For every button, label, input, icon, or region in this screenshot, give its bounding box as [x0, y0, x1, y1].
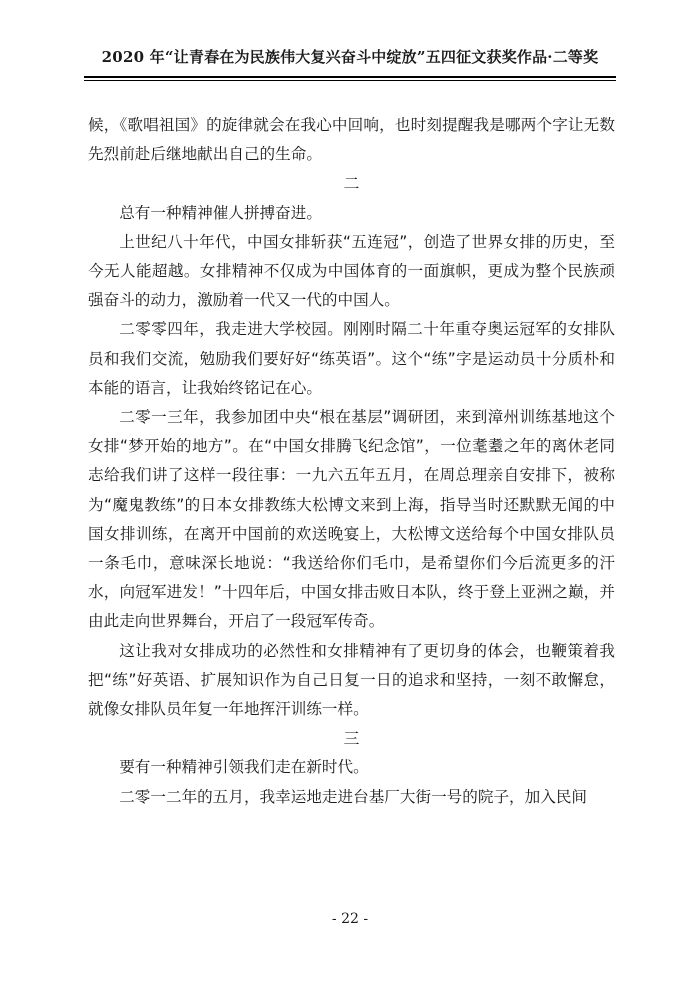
paragraph: 二零零四年，我走进大学校园。刚刚时隔二十年重夺奥运冠军的女排队员和我们交流，勉励我们要好好“练英语”。这个“练”字是运动员十分质朴和本能的语言，让我始终铭记在心。: [88, 320, 615, 397]
header-rule-thick: [84, 76, 616, 78]
paragraph: 要有一种精神引领我们走在新时代。: [119, 758, 369, 777]
paragraph: 这让我对女排成功的必然性和女排精神有了更切身的体会，也鞭策着我把“练”好英语、扩展知识作为自己日复一日的追求和坚持，一刻不敢懈怠，就像女排队员年复一年地挥汗训练一样。: [88, 641, 615, 719]
paragraph: 上世纪八十年代，中国女排斩获“五连冠”，创造了世界女排的历史，至今无人能超越。女排精神不仅成为中国体育的一面旗帜，更成为整个民族顽强奋斗的动力，激励着一代又一代的中国人。: [88, 232, 615, 310]
header-rule-thin: [84, 80, 616, 81]
paragraph: 总有一种精神催人拼搏奋进。: [119, 203, 322, 222]
paragraph-continued: 候，《歌唱祖国》的旋律就会在我心中回响，也时刻提醒我是哪两个字让无数先烈前赴后继地献出自己的生命。: [88, 116, 615, 164]
page-number: - 22 -: [331, 911, 369, 927]
paragraph: 二零一二年的五月，我幸运地走进台基厂大街一号的院子，加入民间: [119, 787, 588, 806]
section-heading-two: 二: [343, 174, 360, 194]
page-header-title: 2020 年“让青春在为民族伟大复兴奋斗中绽放”五四征文获奖作品·二等奖: [101, 48, 599, 66]
article-body: [88, 111, 615, 812]
section-heading-three: 三: [343, 729, 360, 749]
paragraph: 二零一三年，我参加团中央“根在基层”调研团，来到漳州训练基地这个女排“梦开始的地方”。在“中国女排腾飞纪念馆”，一位耄耋之年的离休老同志给我们讲了这样一段往事：一九六五年五月，在周总理亲自安排下，被称为“魔鬼教练”的日本女排教练大松博文来到上海，指导当时还默默无闻的中国女排训练，在离开中国前的欢送晚宴上，大松博文送给每个中国女排队员一条毛巾，意味深长地说：“我送给你们毛巾，是希望你们今后流更多的汗水，向冠军进发！”十四年后，中国女排击败日本队，终于登上亚洲之巅，并由此走向世界舞台，开启了一段冠军传奇。: [88, 408, 615, 631]
